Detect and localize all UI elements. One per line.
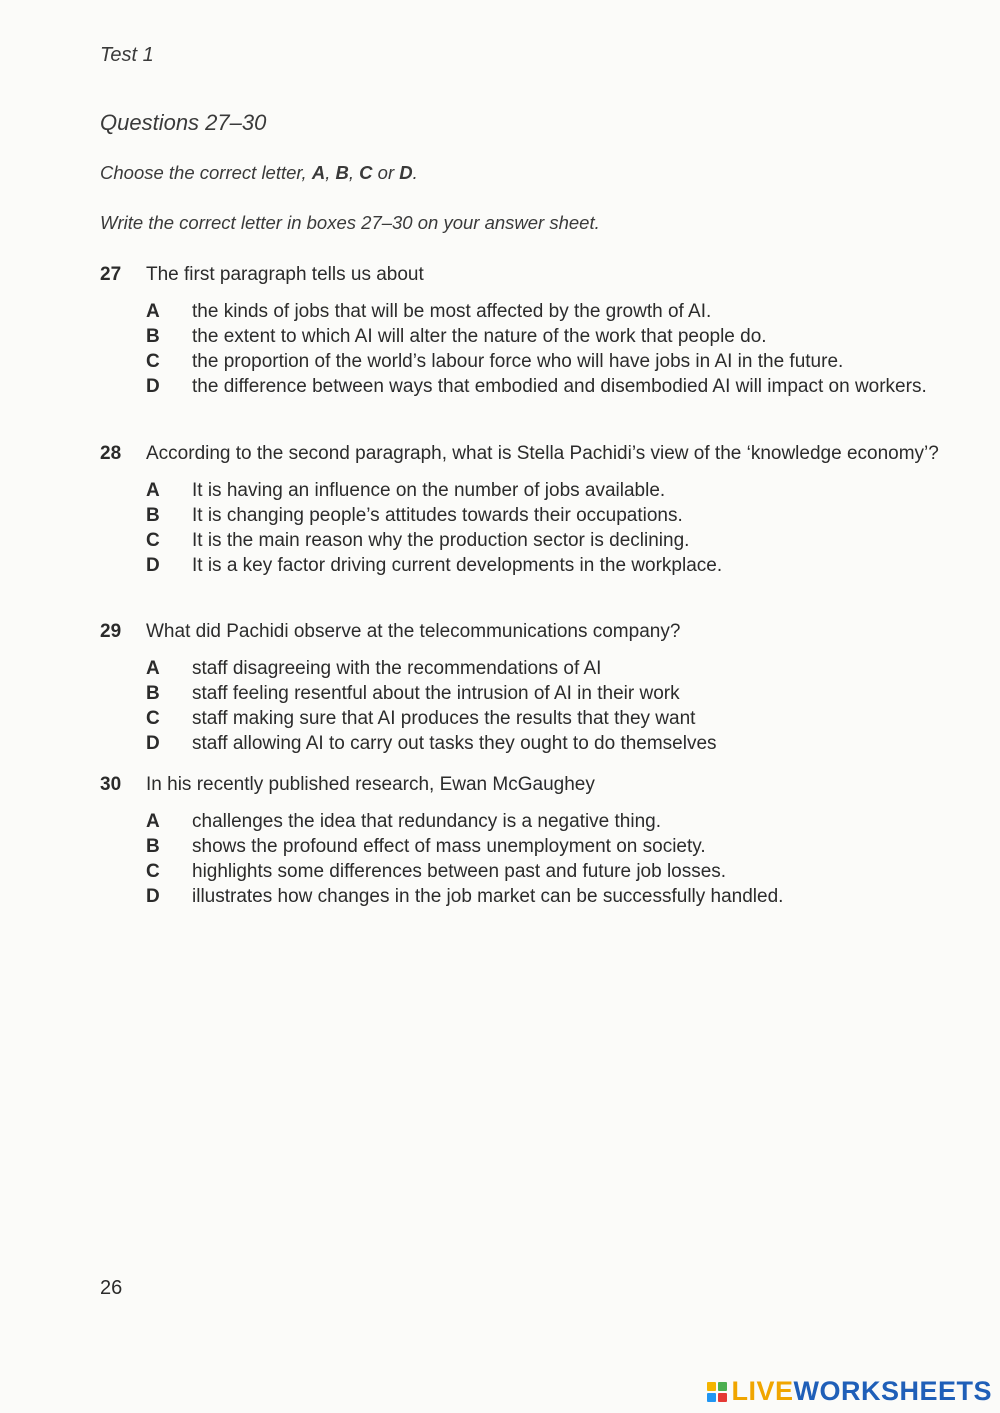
- option-text: It is having an influence on the number of jobs available.: [192, 480, 666, 501]
- option-letter: D: [146, 555, 160, 576]
- brand-live-text: LIVE: [731, 1376, 794, 1406]
- question-text: What did Pachidi observe at the telecommunications company?: [146, 621, 681, 642]
- brand-worksheets-text: WORKSHEETS: [793, 1376, 992, 1406]
- option-text: It is a key factor driving current developments in the workplace.: [192, 555, 723, 576]
- option-letter: C: [146, 351, 160, 372]
- option-d[interactable]: [100, 374, 940, 399]
- option-list: [100, 656, 940, 756]
- option-list: [100, 809, 940, 909]
- option-letter: A: [146, 658, 160, 679]
- option-d[interactable]: [100, 884, 940, 909]
- instruction-answer-sheet: Write the correct letter in boxes 27–30 on your answer sheet.: [100, 212, 600, 233]
- question-text: The first paragraph tells us about: [146, 264, 424, 285]
- option-text: It is the main reason why the production sector is declining.: [192, 530, 690, 551]
- option-text: staff making sure that AI produces the results that they want: [192, 708, 696, 729]
- question-30: [100, 772, 940, 909]
- option-text: the kinds of jobs that will be most affected by the growth of AI.: [192, 301, 712, 322]
- option-text: highlights some differences between past and future job losses.: [192, 861, 727, 882]
- liveworksheets-logo[interactable]: [707, 1376, 992, 1407]
- option-a[interactable]: [100, 656, 940, 681]
- question-27: [100, 262, 940, 399]
- option-c[interactable]: [100, 859, 940, 884]
- option-letter: B: [146, 683, 160, 704]
- option-letter: A: [146, 811, 160, 832]
- option-text: the extent to which AI will alter the nature of the work that people do.: [192, 326, 767, 347]
- option-text: the proportion of the world’s labour force who will have jobs in AI in the future.: [192, 351, 844, 372]
- option-letter: A: [146, 301, 160, 322]
- option-b[interactable]: [100, 324, 940, 349]
- option-text: staff disagreeing with the recommendations of AI: [192, 658, 602, 679]
- question-text: In his recently published research, Ewan McGaughey: [146, 774, 595, 795]
- option-text: It is changing people’s attitudes towards their occupations.: [192, 505, 683, 526]
- option-c[interactable]: [100, 706, 940, 731]
- option-letter: B: [146, 326, 160, 347]
- option-d[interactable]: [100, 553, 940, 578]
- question-number: 28: [100, 443, 122, 464]
- option-letter: C: [146, 708, 160, 729]
- question-number: 30: [100, 774, 122, 795]
- option-b[interactable]: [100, 681, 940, 706]
- option-letter: D: [146, 376, 160, 397]
- option-b[interactable]: [100, 503, 940, 528]
- question-number: 27: [100, 264, 122, 285]
- option-letter: B: [146, 505, 160, 526]
- option-letter: C: [146, 530, 160, 551]
- option-letter: C: [146, 861, 160, 882]
- option-b[interactable]: [100, 834, 940, 859]
- option-text: shows the profound effect of mass unemployment on society.: [192, 836, 706, 857]
- page-number: 26: [100, 1277, 123, 1299]
- liveworksheets-logo-icon: [707, 1382, 727, 1402]
- question-number: 29: [100, 621, 122, 642]
- option-a[interactable]: [100, 478, 940, 503]
- option-letter: D: [146, 733, 160, 754]
- question-text: According to the second paragraph, what is Stella Pachidi’s view of the ‘knowledge economy’?: [146, 443, 939, 464]
- instruction-choose-letter: Choose the correct letter, A, B, C or D.: [100, 162, 418, 183]
- option-text: staff allowing AI to carry out tasks they ought to do themselves: [192, 733, 717, 754]
- option-a[interactable]: [100, 299, 940, 324]
- option-d[interactable]: [100, 731, 940, 756]
- option-text: challenges the idea that redundancy is a negative thing.: [192, 811, 661, 832]
- option-letter: B: [146, 836, 160, 857]
- question-29: [100, 619, 940, 756]
- option-c[interactable]: [100, 528, 940, 553]
- option-text: staff feeling resentful about the intrusion of AI in their work: [192, 683, 680, 704]
- option-letter: A: [146, 480, 160, 501]
- option-text: the difference between ways that embodied and disembodied AI will impact on workers.: [192, 376, 927, 397]
- question-28: [100, 441, 940, 578]
- option-list: [100, 478, 940, 578]
- questions-heading: Questions 27–30: [100, 110, 267, 135]
- option-letter: D: [146, 886, 160, 907]
- test-label: Test 1: [100, 44, 154, 66]
- option-c[interactable]: [100, 349, 940, 374]
- option-a[interactable]: [100, 809, 940, 834]
- option-text: illustrates how changes in the job market can be successfully handled.: [192, 886, 784, 907]
- option-list: [100, 299, 940, 399]
